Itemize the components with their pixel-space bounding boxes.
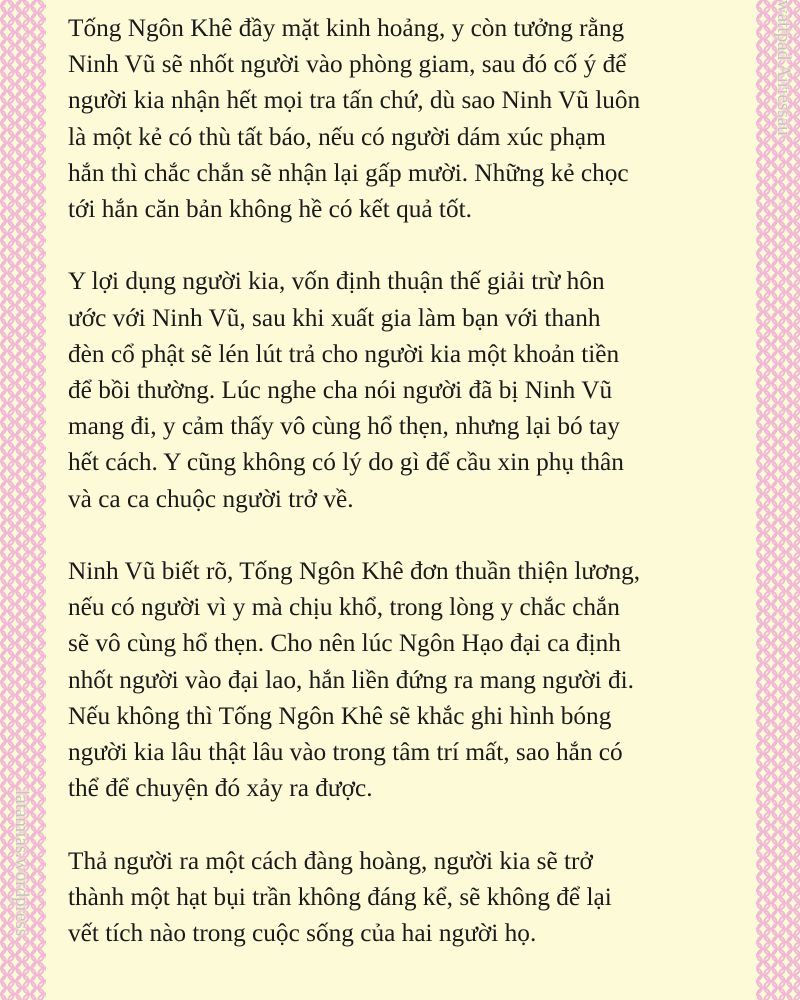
paragraph-4: Thả người ra một cách đàng hoàng, người kia sẽ trở thành một hạt bụi trần không đáng kể, sẽ không để lại vết tích nào trong cuộc sống của hai người họ. bbox=[68, 846, 612, 948]
right-decorative-border bbox=[756, 0, 800, 1000]
paragraph-1: Tống Ngôn Khê đầy mặt kinh hoảng, y còn tưởng rằng Ninh Vũ sẽ nhốt người vào phòng giam, sau đó cố ý để người kia nhận hết mọi tra tấn chứ, dù sao Ninh Vũ luôn là một kẻ có thù tất báo, nếu có người dám xúc phạm hắn thì chắc chắn sẽ nhận lại gấp mười. Những kẻ chọc tới hắn căn bản không hề có kết quả tốt. bbox=[68, 14, 641, 224]
paragraph-2: Y lợi dụng người kia, vốn định thuận thế giải trừ hôn ước với Ninh Vũ, sau khi xuất gia làm bạn với thanh đèn cổ phật sẽ lén lút trả cho người kia một khoản tiền để bồi thường. Lúc nghe cha nói người đã bị Ninh Vũ mang đi, y cảm thấy vô cùng hổ thẹn, nhưng lại bó tay hết cách. Y cũng không có lý do gì để cầu xin phụ thân và ca ca chuộc người trở về. bbox=[68, 267, 624, 513]
story-text bbox=[68, 10, 748, 951]
paragraph-3: Ninh Vũ biết rõ, Tống Ngôn Khê đơn thuần thiện lương, nếu có người vì y mà chịu khổ, trong lòng y chắc chắn sẽ vô cùng hổ thẹn. Cho nên lúc Ngôn Hạo đại ca định nhốt người vào đại lao, hắn liền đứng ra mang người đi. Nếu không thì Tống Ngôn Khê sẽ khắc ghi hình bóng người kia lâu thật lâu vào trong tâm trí mất, sao hắn có thể để chuyện đó xảy ra được. bbox=[68, 557, 641, 803]
right-watermark-text: wattpad Airiessau bbox=[773, 0, 794, 136]
left-watermark-text: latamias.wordpress bbox=[11, 790, 32, 937]
left-decorative-border bbox=[0, 0, 46, 1000]
left-watermark bbox=[6, 790, 38, 1000]
right-watermark bbox=[766, 0, 796, 200]
